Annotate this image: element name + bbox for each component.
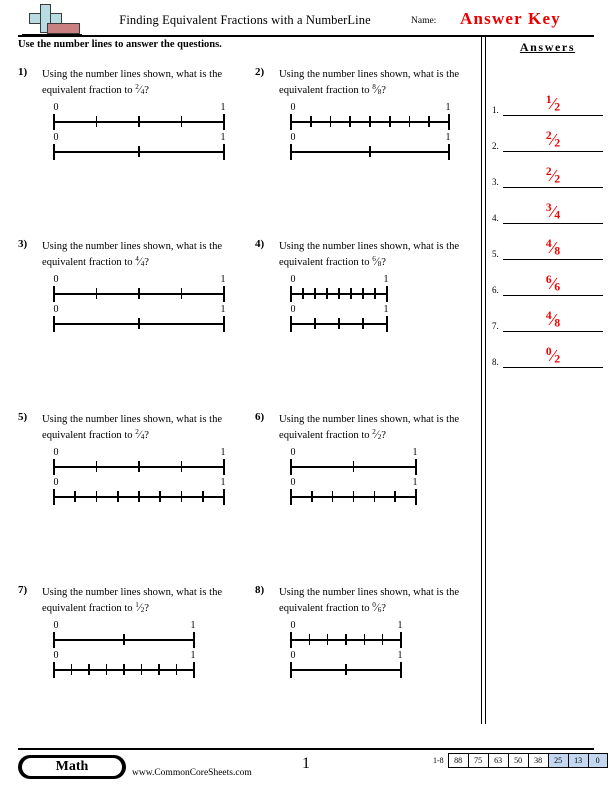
answer-row xyxy=(492,154,604,187)
number-line-tick xyxy=(181,288,183,299)
number-line-end-label: 1 xyxy=(397,620,403,631)
number-line-tick xyxy=(389,116,391,127)
answer-index: 4. xyxy=(492,213,499,223)
number-line-tick xyxy=(374,491,376,502)
question-number: 3) xyxy=(18,238,28,250)
score-cell: 38 xyxy=(528,753,548,768)
score-cell: 0 xyxy=(588,753,608,768)
number-line-tick xyxy=(96,461,98,472)
number-line-tick xyxy=(117,491,119,502)
fraction-denominator: 8 xyxy=(377,87,382,96)
number-line-tick xyxy=(138,491,140,502)
number-line-tick xyxy=(193,662,195,678)
fraction-numerator: 6 xyxy=(372,255,376,264)
number-line-tick xyxy=(302,288,304,299)
number-line[interactable] xyxy=(291,650,401,680)
score-cell: 13 xyxy=(568,753,588,768)
answer-row xyxy=(492,226,604,259)
fraction xyxy=(135,429,144,442)
number-line-tick xyxy=(71,664,73,675)
number-line-tick xyxy=(53,632,55,648)
number-line-tick xyxy=(181,491,183,502)
answers-heading: Answers xyxy=(519,40,576,54)
question-text: Using the number lines shown, what is the equivalent fraction to $^0$⁄6? xyxy=(279,587,460,614)
fraction xyxy=(546,311,560,330)
number-line-tick xyxy=(138,116,140,127)
fraction-denominator: 2 xyxy=(377,432,382,441)
fraction xyxy=(135,602,144,615)
answer-row xyxy=(492,118,604,151)
number-line-tick xyxy=(223,316,225,332)
number-line[interactable] xyxy=(291,102,449,132)
fraction-slash: ⁄ xyxy=(138,429,141,441)
number-line[interactable] xyxy=(291,620,401,650)
fraction-slash: ⁄ xyxy=(551,345,555,365)
number-line-tick xyxy=(290,144,292,160)
logo-minus-bar xyxy=(47,23,80,34)
number-line[interactable] xyxy=(291,304,387,334)
number-line-start-label: 0 xyxy=(53,304,59,315)
fraction xyxy=(546,203,560,222)
number-lines xyxy=(291,620,401,680)
fraction-slash: ⁄ xyxy=(138,602,141,614)
answer-value xyxy=(503,311,603,330)
fraction xyxy=(546,95,560,114)
answer-row xyxy=(492,82,604,115)
question-text: Using the number lines shown, what is the equivalent fraction to $^6$⁄8? xyxy=(279,241,460,268)
answer-index: 1. xyxy=(492,105,499,115)
answer-value xyxy=(503,239,603,258)
fraction-denominator: 6 xyxy=(377,605,382,614)
number-line-tick xyxy=(53,459,55,475)
fraction-numerator: 1 xyxy=(545,93,552,106)
fraction-numerator: 2 xyxy=(545,129,552,142)
answer-blank-line[interactable] xyxy=(503,115,603,116)
question-text: Using the number lines shown, what is the equivalent fraction to $^1$⁄2? xyxy=(42,587,223,614)
question-number: 6) xyxy=(255,411,265,423)
answer-value xyxy=(503,131,603,150)
fraction-numerator: 8 xyxy=(372,83,376,92)
number-line-start-label: 0 xyxy=(53,447,59,458)
page-title: Finding Equivalent Fractions with a NumberLine xyxy=(119,13,371,27)
fraction xyxy=(546,239,560,258)
number-line-start-label: 0 xyxy=(290,304,296,315)
number-lines xyxy=(54,274,224,334)
number-line-start-label: 0 xyxy=(290,477,296,488)
number-line-tick xyxy=(353,461,355,472)
question-text: Using the number lines shown, what is the equivalent fraction to $^2$⁄4? xyxy=(42,414,223,441)
number-line-tick xyxy=(223,489,225,505)
number-line-end-label: 1 xyxy=(445,132,451,143)
number-line-tick xyxy=(345,664,347,675)
answer-index: 7. xyxy=(492,321,499,331)
number-line-tick xyxy=(310,116,312,127)
number-line-end-label: 1 xyxy=(220,304,226,315)
number-line-tick xyxy=(53,144,55,160)
number-line-tick xyxy=(382,634,384,645)
number-lines xyxy=(54,447,224,507)
number-line-end-label: 1 xyxy=(190,620,196,631)
fraction-numerator: 3 xyxy=(545,201,552,214)
answers-divider-right xyxy=(485,37,486,724)
answer-value xyxy=(503,95,603,114)
number-line-tick xyxy=(181,116,183,127)
fraction-slash: ⁄ xyxy=(551,129,555,149)
number-line-tick xyxy=(369,116,371,127)
answer-blank-line[interactable] xyxy=(503,223,603,224)
fraction-slash: ⁄ xyxy=(375,84,378,96)
page-number: 1 xyxy=(302,755,310,772)
number-line-end-label: 1 xyxy=(220,102,226,113)
number-line-tick xyxy=(400,662,402,678)
number-line[interactable] xyxy=(54,447,224,477)
number-line-tick xyxy=(290,286,292,302)
answer-value xyxy=(503,203,603,222)
number-line-start-label: 0 xyxy=(53,620,59,631)
score-table xyxy=(433,753,608,768)
fraction-denominator: 8 xyxy=(554,245,561,258)
fraction-slash: ⁄ xyxy=(551,165,555,185)
number-line-tick xyxy=(374,288,376,299)
number-line-end-label: 1 xyxy=(190,650,196,661)
answer-index: 5. xyxy=(492,249,499,259)
number-line-end-label: 1 xyxy=(445,102,451,113)
number-line-tick xyxy=(138,461,140,472)
number-line-tick xyxy=(74,491,76,502)
number-line-tick xyxy=(332,491,334,502)
fraction xyxy=(135,84,144,97)
instructions-text: Use the number lines to answer the questions. xyxy=(18,39,222,50)
number-line-end-label: 1 xyxy=(397,650,403,661)
number-line-end-label: 1 xyxy=(220,447,226,458)
number-line-tick xyxy=(106,664,108,675)
number-line-tick xyxy=(53,114,55,130)
number-line[interactable] xyxy=(54,132,224,162)
number-line-tick xyxy=(96,491,98,502)
number-line-tick xyxy=(448,144,450,160)
number-line[interactable] xyxy=(54,477,224,507)
fraction xyxy=(372,429,381,442)
fraction-denominator: 4 xyxy=(140,259,145,268)
number-line-tick xyxy=(141,664,143,675)
number-lines xyxy=(291,447,416,507)
footer-divider xyxy=(18,748,594,750)
question-number: 8) xyxy=(255,584,265,596)
website-url: www.CommonCoreSheets.com xyxy=(132,768,252,778)
number-line-end-label: 1 xyxy=(220,477,226,488)
page-header xyxy=(0,0,612,40)
question-number: 4) xyxy=(255,238,265,250)
score-cell: 25 xyxy=(548,753,568,768)
number-line-tick xyxy=(409,116,411,127)
number-line-tick xyxy=(53,662,55,678)
fraction-slash: ⁄ xyxy=(375,256,378,268)
number-line-tick xyxy=(223,286,225,302)
number-line-tick xyxy=(181,461,183,472)
fraction-slash: ⁄ xyxy=(551,201,555,221)
number-lines xyxy=(291,102,449,162)
fraction-denominator: 4 xyxy=(140,87,145,96)
score-cell: 88 xyxy=(448,753,468,768)
answer-index: 3. xyxy=(492,177,499,187)
fraction-numerator: 4 xyxy=(545,309,552,322)
fraction-denominator: 2 xyxy=(140,605,145,614)
score-range-label: 1-8 xyxy=(433,756,444,765)
number-line-tick xyxy=(338,288,340,299)
number-lines xyxy=(54,102,224,162)
fraction-numerator: 2 xyxy=(545,165,552,178)
number-line-tick xyxy=(96,116,98,127)
number-line-tick xyxy=(327,634,329,645)
answer-row xyxy=(492,334,604,367)
number-line-tick xyxy=(362,288,364,299)
number-line-tick xyxy=(448,114,450,130)
fraction-numerator: 1 xyxy=(135,601,139,610)
question-text: Using the number lines shown, what is the equivalent fraction to $^4$⁄4? xyxy=(42,241,223,268)
number-line-tick xyxy=(338,318,340,329)
fraction-denominator: 4 xyxy=(554,209,561,222)
number-line[interactable] xyxy=(291,132,449,162)
number-line-tick xyxy=(159,491,161,502)
number-line-start-label: 0 xyxy=(290,274,296,285)
subject-badge-label: Math xyxy=(22,758,122,776)
number-line-end-label: 1 xyxy=(383,304,389,315)
number-line-tick xyxy=(202,491,204,502)
fraction-slash: ⁄ xyxy=(138,256,141,268)
fraction-denominator: 2 xyxy=(554,101,561,114)
number-lines xyxy=(291,274,387,334)
question-number: 5) xyxy=(18,411,28,423)
name-value: Answer Key xyxy=(460,9,561,28)
number-line[interactable] xyxy=(54,620,194,650)
question-text: Using the number lines shown, what is the equivalent fraction to $^2$⁄4? xyxy=(42,69,223,96)
number-line-end-label: 1 xyxy=(383,274,389,285)
fraction-slash: ⁄ xyxy=(551,273,555,293)
fraction xyxy=(546,347,560,366)
fraction-numerator: 2 xyxy=(135,83,139,92)
answer-row xyxy=(492,190,604,223)
fraction-denominator: 4 xyxy=(140,432,145,441)
number-line-tick xyxy=(349,116,351,127)
fraction-slash: ⁄ xyxy=(551,237,555,257)
fraction-denominator: 8 xyxy=(377,259,382,268)
question-number: 2) xyxy=(255,66,265,78)
header-divider xyxy=(18,35,594,37)
number-line-end-label: 1 xyxy=(412,477,418,488)
number-line-tick xyxy=(88,664,90,675)
number-line[interactable] xyxy=(54,102,224,132)
number-line-start-label: 0 xyxy=(290,447,296,458)
number-line-tick xyxy=(326,288,328,299)
answer-index: 8. xyxy=(492,357,499,367)
number-line-tick xyxy=(345,634,347,645)
answer-blank-line[interactable] xyxy=(503,259,603,260)
answer-index: 6. xyxy=(492,285,499,295)
answer-row xyxy=(492,262,604,295)
fraction-numerator: 4 xyxy=(135,255,139,264)
fraction xyxy=(546,131,560,150)
number-line-tick xyxy=(290,114,292,130)
fraction-denominator: 2 xyxy=(554,173,561,186)
question-number: 7) xyxy=(18,584,28,596)
number-line-end-label: 1 xyxy=(220,132,226,143)
number-line-end-label: 1 xyxy=(220,274,226,285)
fraction-denominator: 6 xyxy=(554,281,561,294)
answer-value xyxy=(503,275,603,294)
number-line-tick xyxy=(290,632,292,648)
number-line-tick xyxy=(362,318,364,329)
number-line-tick xyxy=(353,491,355,502)
answers-divider-left xyxy=(481,37,482,724)
answer-index: 2. xyxy=(492,141,499,151)
number-line-tick xyxy=(96,288,98,299)
number-line-tick xyxy=(394,491,396,502)
number-line-start-label: 0 xyxy=(53,477,59,488)
answer-value xyxy=(503,167,603,186)
commoncoresheets-logo-icon xyxy=(22,4,82,36)
number-line-end-label: 1 xyxy=(412,447,418,458)
score-cell: 63 xyxy=(488,753,508,768)
answer-blank-line[interactable] xyxy=(503,187,603,188)
number-line-tick xyxy=(311,491,313,502)
number-line-start-label: 0 xyxy=(53,650,59,661)
number-line[interactable] xyxy=(54,274,224,304)
number-line-tick xyxy=(193,632,195,648)
fraction-numerator: 4 xyxy=(545,237,552,250)
number-line-tick xyxy=(290,662,292,678)
fraction-denominator: 8 xyxy=(554,317,561,330)
number-line[interactable] xyxy=(291,477,416,507)
score-cell: 50 xyxy=(508,753,528,768)
number-line-start-label: 0 xyxy=(53,132,59,143)
score-cell: 75 xyxy=(468,753,488,768)
score-cells xyxy=(448,753,608,768)
number-line-tick xyxy=(330,116,332,127)
number-line-tick xyxy=(138,318,140,329)
number-line[interactable] xyxy=(54,650,194,680)
name-label: Name: xyxy=(411,16,437,26)
number-line-start-label: 0 xyxy=(290,132,296,143)
answer-row xyxy=(492,298,604,331)
number-line-tick xyxy=(53,489,55,505)
number-line-tick xyxy=(415,459,417,475)
number-line-tick xyxy=(386,286,388,302)
fraction-denominator: 2 xyxy=(554,353,561,366)
fraction-denominator: 2 xyxy=(554,137,561,150)
number-line-tick xyxy=(123,634,125,645)
fraction xyxy=(372,84,381,97)
fraction-slash: ⁄ xyxy=(551,93,555,113)
number-line-tick xyxy=(176,664,178,675)
number-line-start-label: 0 xyxy=(53,102,59,113)
fraction-numerator: 0 xyxy=(372,601,376,610)
fraction-slash: ⁄ xyxy=(375,602,378,614)
fraction xyxy=(372,256,381,269)
fraction-numerator: 2 xyxy=(135,428,139,437)
number-lines xyxy=(54,620,194,680)
number-line-tick xyxy=(223,144,225,160)
number-line-start-label: 0 xyxy=(290,650,296,661)
number-line-tick xyxy=(400,632,402,648)
number-line-tick xyxy=(223,459,225,475)
question-text: Using the number lines shown, what is the equivalent fraction to $^8$⁄8? xyxy=(279,69,460,96)
number-line-tick xyxy=(350,288,352,299)
question-text: Using the number lines shown, what is the equivalent fraction to $^2$⁄2? xyxy=(279,414,460,441)
fraction-slash: ⁄ xyxy=(375,429,378,441)
fraction xyxy=(372,602,381,615)
number-line-tick xyxy=(428,116,430,127)
fraction-slash: ⁄ xyxy=(138,84,141,96)
number-line-tick xyxy=(314,318,316,329)
number-line-tick xyxy=(415,489,417,505)
number-line-tick xyxy=(290,459,292,475)
subject-badge xyxy=(18,755,126,779)
number-line-tick xyxy=(123,664,125,675)
number-line-tick xyxy=(53,286,55,302)
number-line[interactable] xyxy=(54,304,224,334)
answer-blank-line[interactable] xyxy=(503,331,603,332)
answer-blank-line[interactable] xyxy=(503,367,603,368)
number-line-tick xyxy=(386,316,388,332)
number-line-tick xyxy=(309,634,311,645)
number-line-tick xyxy=(138,288,140,299)
fraction-numerator: 6 xyxy=(545,273,552,286)
number-line-tick xyxy=(158,664,160,675)
number-line-tick xyxy=(314,288,316,299)
question-number: 1) xyxy=(18,66,28,78)
fraction xyxy=(135,256,144,269)
number-line-tick xyxy=(53,316,55,332)
number-line-start-label: 0 xyxy=(290,102,296,113)
number-line-tick xyxy=(223,114,225,130)
number-line-start-label: 0 xyxy=(53,274,59,285)
fraction-numerator: 2 xyxy=(372,428,376,437)
number-line-tick xyxy=(290,489,292,505)
answer-blank-line[interactable] xyxy=(503,295,603,296)
fraction xyxy=(546,167,560,186)
fraction xyxy=(546,275,560,294)
number-line-tick xyxy=(364,634,366,645)
answer-blank-line[interactable] xyxy=(503,151,603,152)
number-line[interactable] xyxy=(291,274,387,304)
number-line-tick xyxy=(138,146,140,157)
fraction-slash: ⁄ xyxy=(551,309,555,329)
answer-value xyxy=(503,347,603,366)
fraction-numerator: 0 xyxy=(545,345,552,358)
number-line-tick xyxy=(369,146,371,157)
number-line-start-label: 0 xyxy=(290,620,296,631)
number-line-tick xyxy=(290,316,292,332)
number-line[interactable] xyxy=(291,447,416,477)
